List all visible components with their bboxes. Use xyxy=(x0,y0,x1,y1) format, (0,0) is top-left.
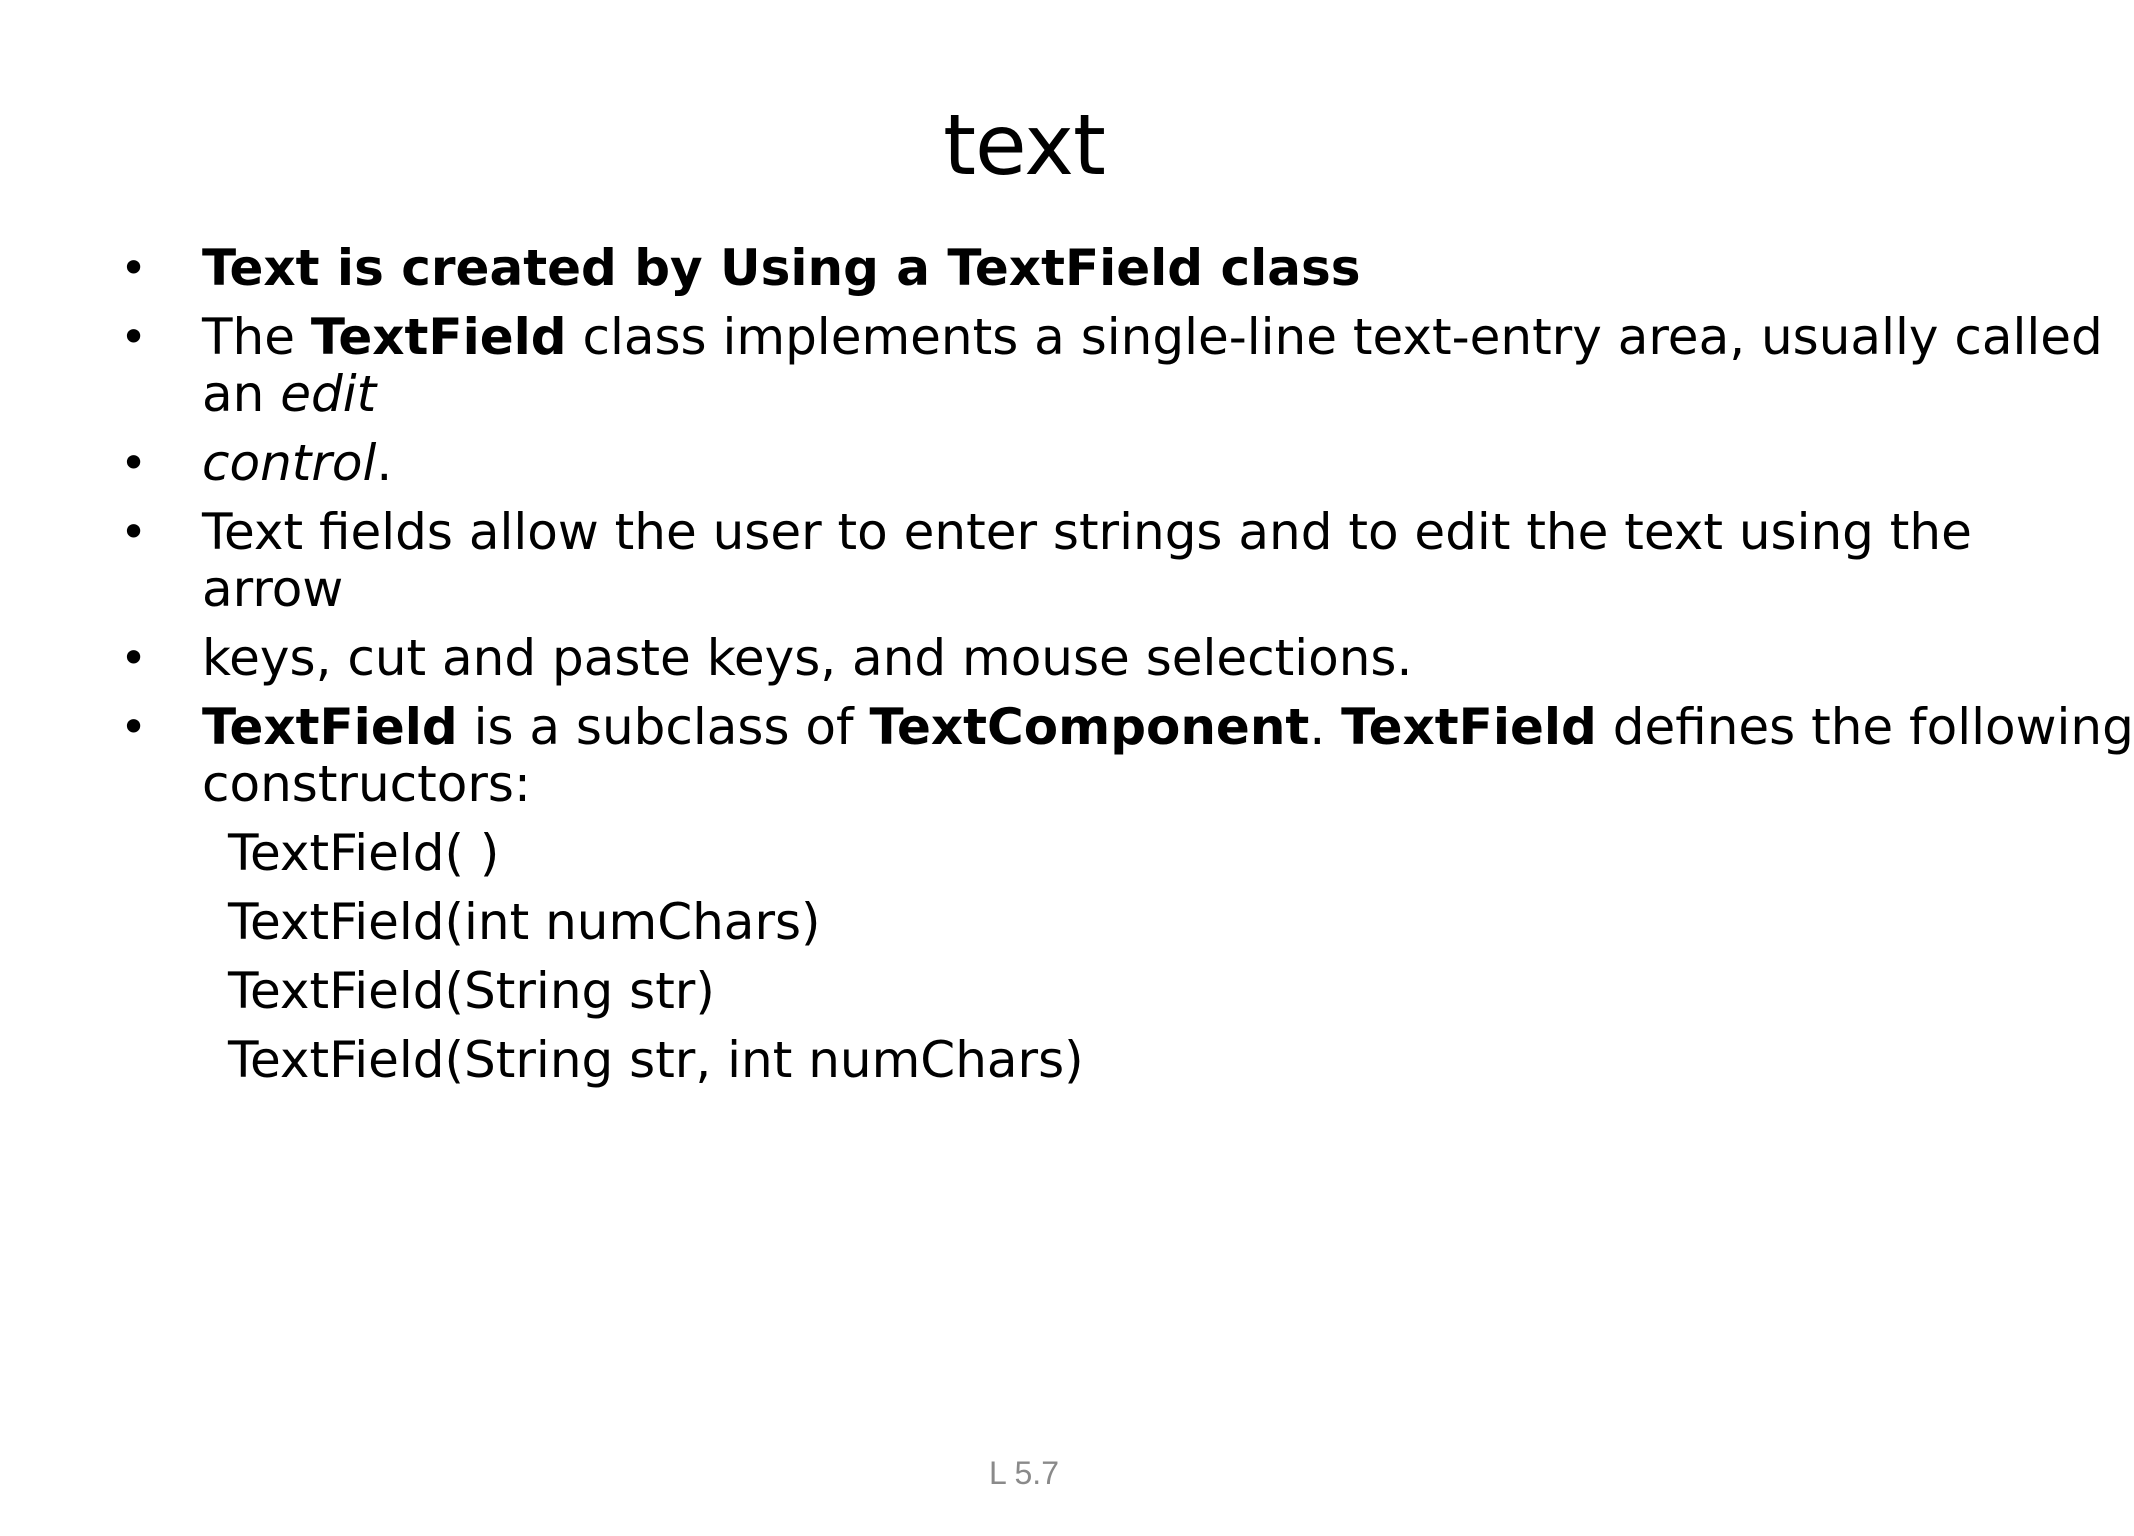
bullet-line xyxy=(202,561,1940,618)
bullet-text-bold: TextComponent xyxy=(869,698,1310,756)
bullet-text: defines the following xyxy=(1596,698,2134,756)
constructor-line: TextField(String str, int numChars) xyxy=(228,1031,1084,1089)
bullet-text: class implements a single-line text-entry area, usually called xyxy=(566,308,2103,366)
bullet-text-bold: TextField xyxy=(310,308,567,366)
bullet-text: is a subclass of xyxy=(457,698,870,756)
bullet-text-bold: TextField xyxy=(202,698,458,756)
bullet-item xyxy=(120,308,2103,423)
bullet-line xyxy=(202,630,1940,687)
bullet-text: . xyxy=(1309,698,1342,756)
bullet-line xyxy=(202,308,2103,366)
bullet-text: keys, cut and paste keys, and mouse selections. xyxy=(202,629,1413,687)
bullet-item xyxy=(120,435,1940,492)
bullet-line xyxy=(202,698,2134,756)
slide-title: text xyxy=(943,96,1105,194)
bullet-line xyxy=(202,366,1940,423)
bullet-icon: • xyxy=(120,436,148,490)
bullet-text: Text fields allow the user to enter strings and to edit the text using the xyxy=(202,503,1972,561)
bullet-item xyxy=(120,630,1940,687)
bullet-line xyxy=(202,756,1940,813)
bullet-text: arrow xyxy=(202,560,344,618)
bullet-text: an xyxy=(202,365,281,423)
bullet-icon: • xyxy=(120,700,148,754)
bullet-text: . xyxy=(376,434,393,492)
slide-content xyxy=(120,239,2134,1101)
bullet-icon: • xyxy=(120,631,148,685)
bullet-icon: • xyxy=(120,310,148,364)
bullet-text: The xyxy=(202,308,311,366)
constructor-line: TextField(String str) xyxy=(228,962,715,1020)
bullet-text-bold: TextField xyxy=(1341,698,1597,756)
bullet-line xyxy=(202,503,1972,561)
slide-number: L 5.7 xyxy=(989,1455,1059,1491)
constructor-line: TextField( ) xyxy=(228,824,500,882)
bullet-icon: • xyxy=(120,241,148,295)
bullet-text-italic: edit xyxy=(280,365,377,423)
constructor-line: TextField(int numChars) xyxy=(228,893,821,951)
bullet-line xyxy=(202,435,1940,492)
bullet-text: constructors: xyxy=(202,755,531,813)
bullet-item xyxy=(120,240,1940,297)
bullet-line xyxy=(202,240,1940,297)
bullet-item xyxy=(120,503,1972,618)
bullet-icon: • xyxy=(120,505,148,559)
bullet-text: Text is created by Using a TextField class xyxy=(202,239,1361,297)
bullet-item xyxy=(120,698,2134,813)
bullet-text-italic: control xyxy=(202,434,377,492)
